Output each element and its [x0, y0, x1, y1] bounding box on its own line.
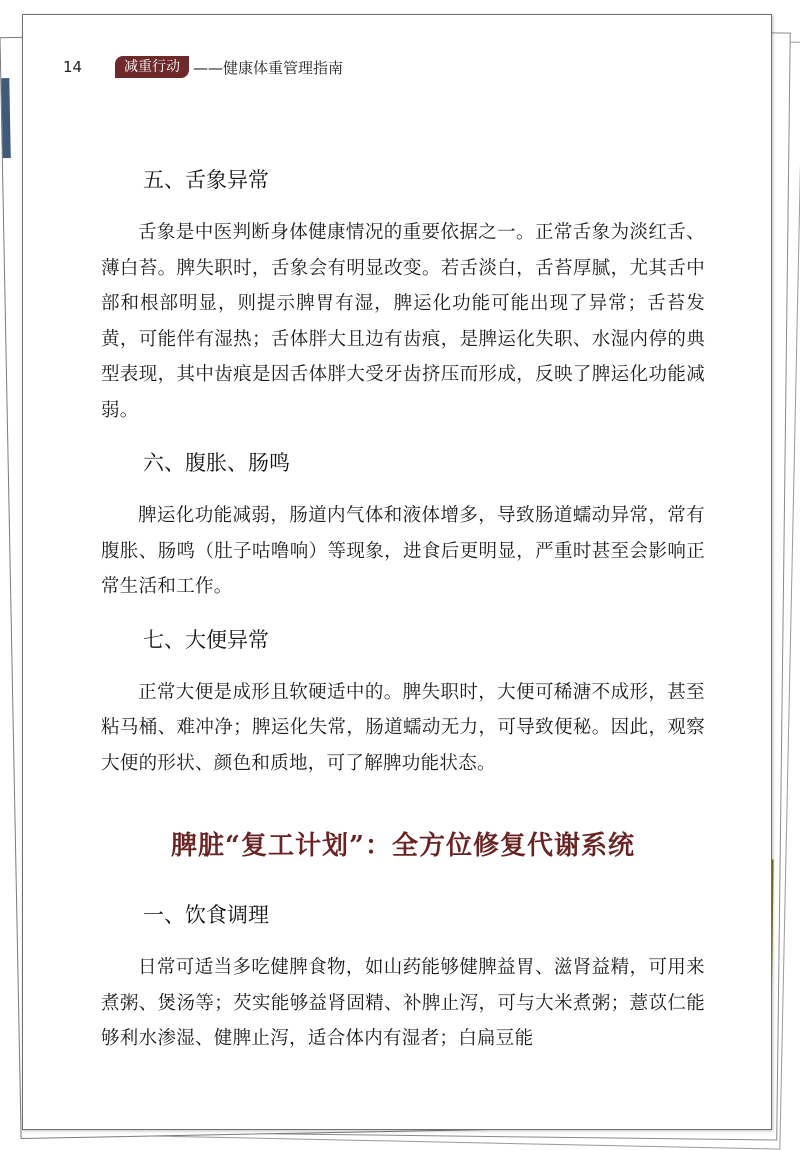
- running-header: [63, 55, 343, 79]
- book-page: [22, 14, 772, 1130]
- section-heading: 一、饮食调理: [143, 903, 269, 927]
- page-content: [101, 165, 705, 1077]
- page-number: 14: [63, 58, 83, 76]
- chapter-title: 脾脏“复工计划”：全方位修复代谢系统: [171, 831, 635, 861]
- paragraph: 舌象是中医判断身体健康情况的重要依据之一。正常舌象为淡红舌、薄白苔。脾失职时，舌象会有明显改变。若舌淡白，舌苔厚腻，尤其舌中部和根部明显，则提示脾胃有湿，脾运化功能可能出现了异常；舌苔发黄，可能伴有湿热；舌体胖大且边有齿痕，是脾运化失职、水湿内停的典型表现，其中齿痕是因舌体胖大受牙齿挤压而形成，反映了脾运化功能减弱。: [101, 222, 705, 421]
- page-edge-shade: [1, 78, 11, 158]
- section-heading: 五、舌象异常: [143, 168, 269, 192]
- header-title: ——健康体重管理指南: [193, 58, 344, 77]
- paragraph: 脾运化功能减弱，肠道内气体和液体增多，导致肠道蠕动异常，常有腹胀、肠鸣（肚子咕噜响）等现象，进食后更明显，严重时甚至会影响正常生活和工作。: [101, 505, 705, 597]
- paragraph: 日常可适当多吃健脾食物，如山药能够健脾益胃、滋肾益精，可用来煮粥、煲汤等；芡实能够益肾固精、补脾止泻，可与大米煮粥；薏苡仁能够利水渗湿、健脾止泻，适合体内有湿者；白扁豆能: [101, 957, 705, 1049]
- header-badge: 减重行动: [115, 56, 189, 78]
- paragraph: 正常大便是成形且软硬适中的。脾失职时，大便可稀溏不成形，甚至粘马桶、难冲净；脾运化失常，肠道蠕动无力，可导致便秘。因此，观察大便的形状、颜色和质地，可了解脾功能状态。: [101, 681, 705, 774]
- section-heading: 六、腹胀、肠鸣: [143, 451, 290, 475]
- section-heading: 七、大便异常: [143, 627, 269, 652]
